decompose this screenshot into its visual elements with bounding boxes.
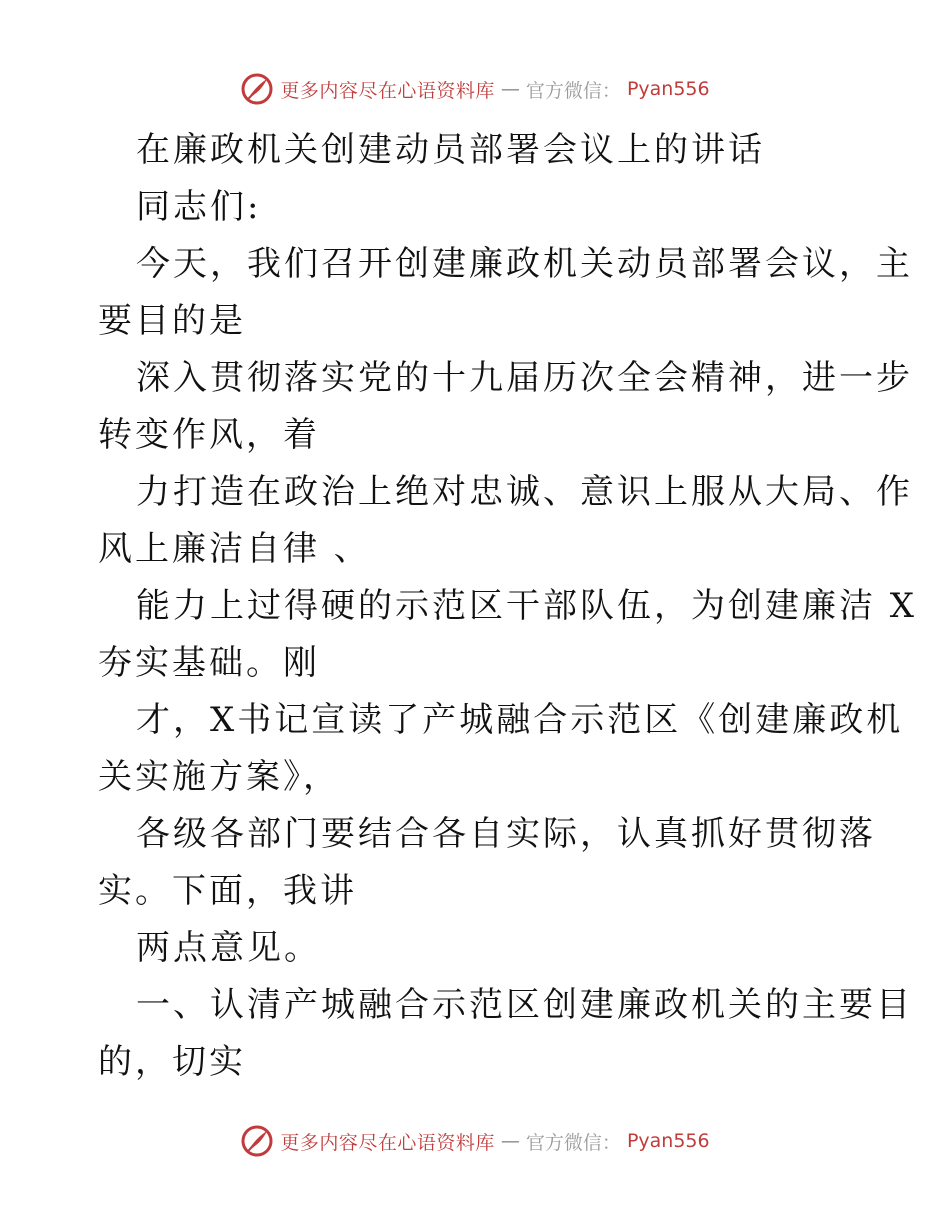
document-line: 转变作风，着 [98,415,320,455]
document-line: 夯实基础。刚 [98,643,320,683]
document-line: 才，X书记宣读了产城融合示范区《创建廉政机 [136,700,904,740]
document-line: 的，切实 [98,1042,246,1082]
watermark-contact-id: Pyan556 [626,78,710,100]
document-line: 同志们: [136,187,262,227]
document-line: 今天，我们召开创建廉政机关动员部署会议，主 [136,244,913,284]
document-line: 两点意见。 [136,928,321,968]
document-line: 一、认清产城融合示范区创建廉政机关的主要目 [136,985,913,1025]
document-line: 要目的是 [98,301,246,341]
document-line: 深入贯彻落实党的十九届历次全会精神，进一步 [136,358,913,398]
document-line: 各级各部门要结合各自实际，认真抓好贯彻落 [136,814,876,854]
feather-logo-icon [240,1124,274,1158]
watermark-separator: — [500,78,520,100]
footer-watermark [0,1124,950,1158]
document-line: 风上廉洁自律 、 [98,529,371,569]
watermark-contact-label: 官方微信： [525,1131,621,1154]
document-line: 在廉政机关创建动员部署会议上的讲话 [136,130,765,170]
document-body [98,122,918,1091]
header-watermark [0,72,950,106]
watermark-text: 更多内容尽在心语资料库 [280,79,495,102]
document-line: 实。下面，我讲 [98,871,357,911]
document-line: 能力上过得硬的示范区干部队伍，为创建廉洁 X [136,586,918,626]
watermark-contact-label: 官方微信： [525,79,621,102]
watermark-contact-id: Pyan556 [626,1130,710,1152]
feather-logo-icon [240,72,274,106]
document-line: 关实施方案》， [98,757,340,797]
watermark-separator: — [500,1130,520,1152]
watermark-text: 更多内容尽在心语资料库 [280,1131,495,1154]
document-line: 力打造在政治上绝对忠诚、意识上服从大局、作 [136,472,913,512]
